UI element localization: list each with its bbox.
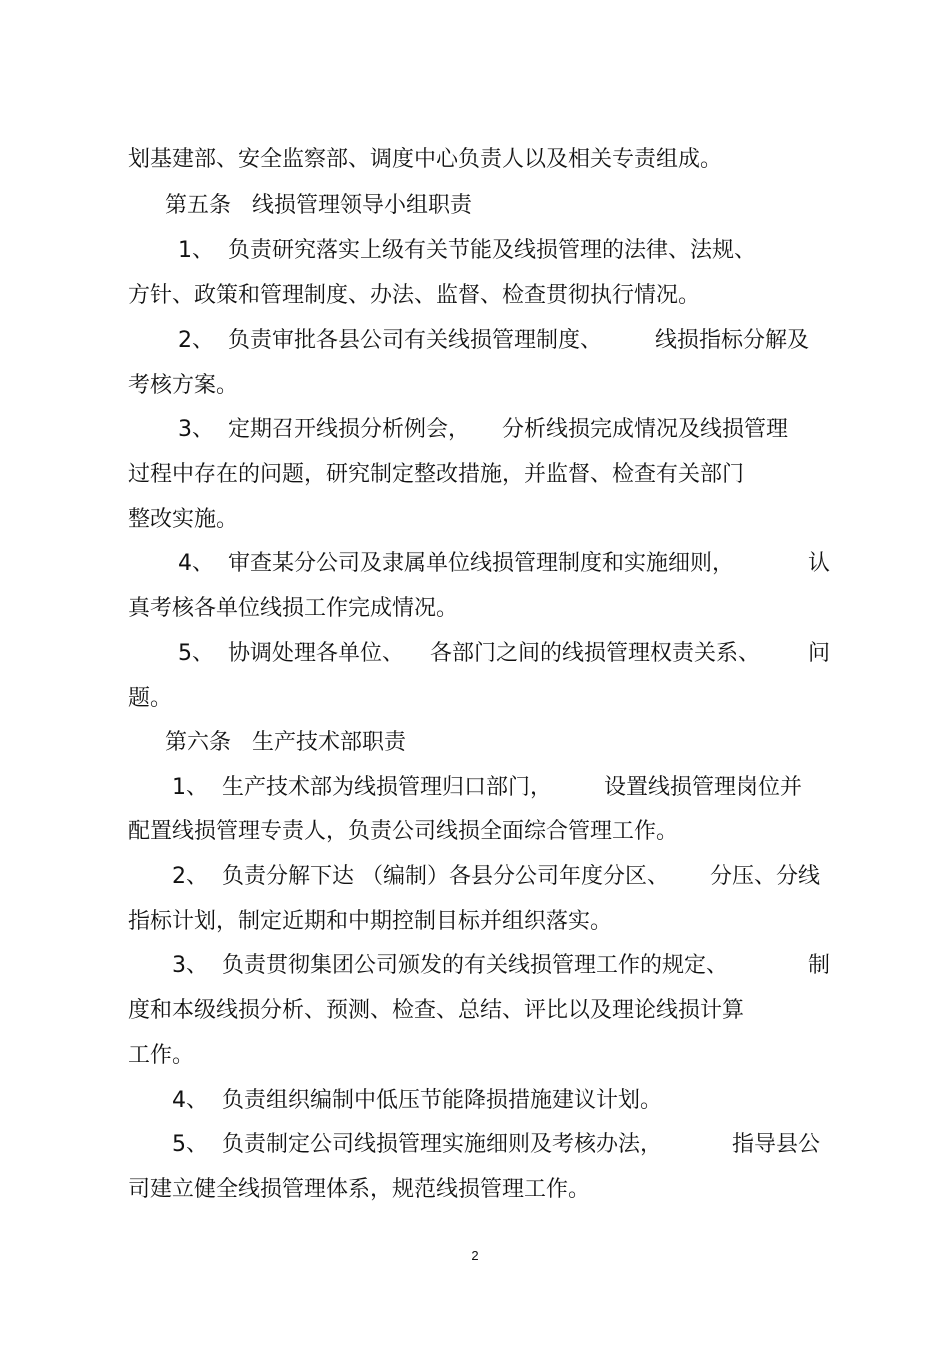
text-line: 司建立健全线损管理体系，规范线损管理工作。 — [128, 1177, 591, 1202]
text-line: 工作。 — [128, 1043, 195, 1068]
text-line: 配置线损管理专责人，负责公司线损全面综合管理工作。 — [128, 819, 679, 844]
text-line: 认 — [808, 551, 831, 576]
text-line: 设置线损管理岗位并 — [604, 775, 803, 800]
text-line: 5、 负责制定公司线损管理实施细则及考核办法， — [172, 1132, 662, 1157]
text-line: 2、 负责分解下达 （编制）各县分公司年度分区、 — [172, 864, 669, 889]
text-line: 考核方案。 — [128, 373, 239, 398]
text-line: 线损指标分解及 — [655, 328, 810, 353]
text-line: 真考核各单位线损工作完成情况。 — [128, 596, 459, 621]
text-line: 过程中存在的问题，研究制定整改措施，并监督、检查有关部门 — [128, 462, 745, 487]
text-line: 1、 生产技术部为线损管理归口部门， — [172, 775, 552, 800]
text-line: 3、 定期召开线损分析例会， — [178, 417, 470, 442]
text-line: 各部门之间的线损管理权责关系、 — [430, 641, 761, 666]
text-line: 分压、分线 — [710, 864, 821, 889]
text-line: 1、 负责研究落实上级有关节能及线损管理的法律、法规、 — [178, 238, 756, 263]
text-line: 指标计划，制定近期和中期控制目标并组织落实。 — [128, 909, 613, 934]
text-line: 4、 负责组织编制中低压节能降损措施建议计划。 — [172, 1088, 662, 1113]
text-line: 5、 协调处理各单位、 — [178, 641, 404, 666]
article-heading: 第六条 生产技术部职责 — [165, 730, 406, 755]
text-line: 划基建部、安全监察部、调度中心负责人以及相关专责组成。 — [128, 147, 723, 172]
text-line: 分析线损完成情况及线损管理 — [502, 417, 789, 442]
text-line: 2、 负责审批各县公司有关线损管理制度、 — [178, 328, 602, 353]
page-number: 2 — [471, 1248, 479, 1263]
text-line: 整改实施。 — [128, 507, 239, 532]
text-line: 问 — [808, 641, 831, 666]
text-line: 指导县公 — [732, 1132, 821, 1157]
text-line: 方针、政策和管理制度、办法、监督、检查贯彻执行情况。 — [128, 283, 701, 308]
text-line: 4、 审查某分公司及隶属单位线损管理制度和实施细则， — [178, 551, 734, 576]
text-line: 制 — [808, 953, 831, 978]
text-line: 题。 — [128, 686, 173, 711]
article-heading: 第五条 线损管理领导小组职责 — [165, 193, 472, 218]
text-line: 度和本级线损分析、预测、检查、总结、评比以及理论线损计算 — [128, 998, 745, 1023]
text-line: 3、 负责贯彻集团公司颁发的有关线损管理工作的规定、 — [172, 953, 728, 978]
